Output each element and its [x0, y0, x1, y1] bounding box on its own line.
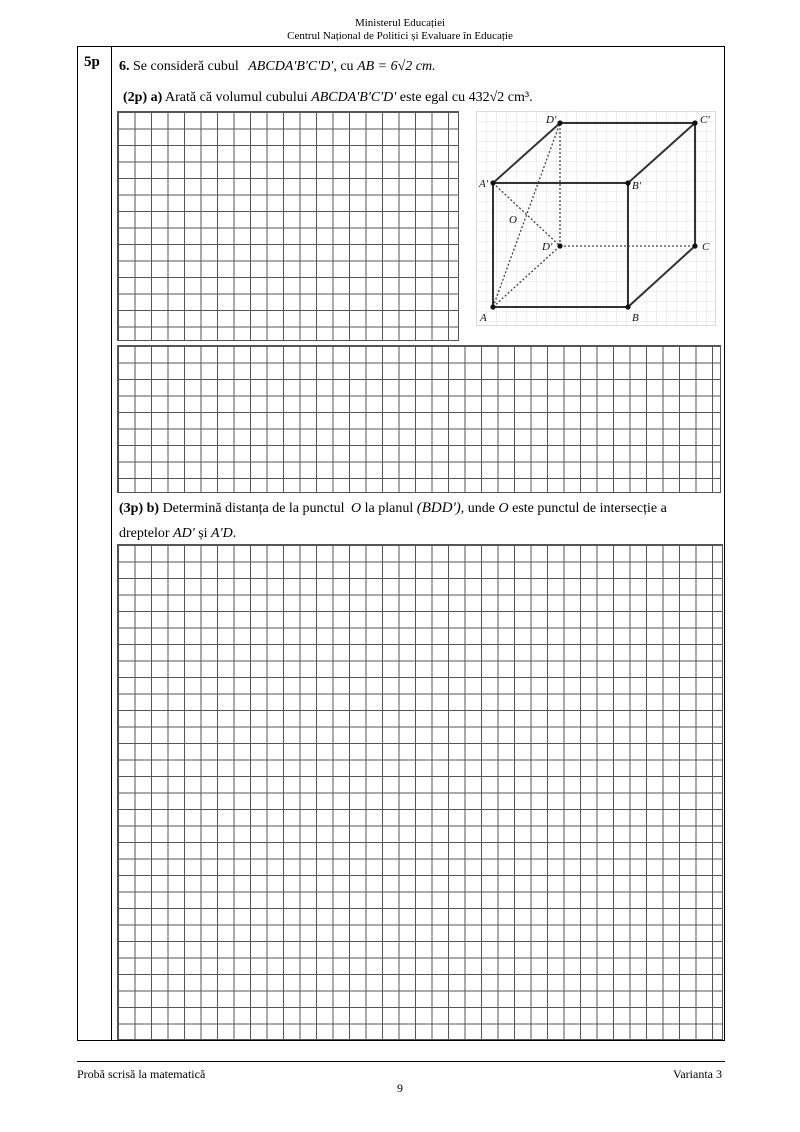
problem-sep: , cu — [333, 59, 354, 74]
vertex-label-c: C — [702, 241, 710, 253]
vertex-label-a: A — [480, 312, 487, 324]
part-b-line-ad: AD' — [173, 526, 195, 541]
header-ministry: Ministerul Educației — [354, 17, 446, 29]
part-b-score: (3p) b) — [119, 501, 160, 516]
part-b-line2-b: și — [198, 526, 208, 541]
header-center: Centrul Național de Politici și Evaluare în Educație — [287, 30, 513, 42]
points-label: 5p — [84, 54, 100, 70]
part-b-text4: este punctul de intersecție a — [512, 501, 667, 516]
part-a-text: Arată că volumul cubului — [165, 90, 308, 105]
point-label-o: O — [509, 214, 517, 226]
part-b-line2-a: dreptelor — [119, 526, 170, 541]
part-b-text3: , unde — [460, 501, 495, 516]
part-a-value: 432√2 cm³. — [468, 90, 533, 105]
part-b-text: Determină distanța de la punctul — [162, 501, 345, 516]
answer-grid-a2[interactable] — [117, 345, 721, 493]
part-a-statement — [123, 90, 533, 106]
problem-condition: AB = 6√2 cm. — [357, 59, 436, 74]
part-b-text2: la planul — [364, 501, 414, 516]
problem-intro: Se consideră cubul — [133, 59, 239, 74]
page-number: 9 — [397, 1081, 403, 1095]
part-a-cube: ABCDA'B'C'D' — [311, 90, 397, 105]
footer-exam-name: Probă scrisă la matematică — [77, 1067, 206, 1081]
part-b-statement-line1 — [119, 500, 667, 517]
vertex-label-a1: A' — [479, 178, 489, 190]
footer-rule — [77, 1061, 725, 1062]
part-b-statement-line2 — [119, 526, 236, 542]
part-b-line-ad2: A'D — [211, 526, 233, 541]
answer-grid-a1[interactable] — [117, 111, 459, 341]
part-a-score: (2p) a) — [123, 90, 163, 105]
problem-number: 6. — [119, 59, 130, 74]
vertex-label-b: B — [632, 312, 639, 324]
vertex-label-b1: B' — [632, 180, 642, 192]
part-b-plane: (BDD') — [416, 500, 461, 516]
vertex-label-d: D' — [542, 241, 553, 253]
part-b-line2-end: . — [232, 526, 237, 541]
problem-statement — [119, 59, 436, 75]
part-b-point-o: O — [351, 501, 362, 516]
footer-variant: Varianta 3 — [673, 1067, 722, 1081]
part-b-point-o2: O — [498, 501, 509, 516]
problem-cube: ABCDA'B'C'D' — [248, 59, 334, 74]
cube-figure — [476, 111, 716, 326]
part-a-text2: este egal cu — [399, 90, 466, 105]
vertex-label-c1: C' — [700, 114, 710, 126]
answer-grid-b[interactable] — [117, 544, 723, 1040]
vertex-label-d1: D' — [546, 114, 557, 126]
points-column-divider — [111, 46, 112, 1041]
